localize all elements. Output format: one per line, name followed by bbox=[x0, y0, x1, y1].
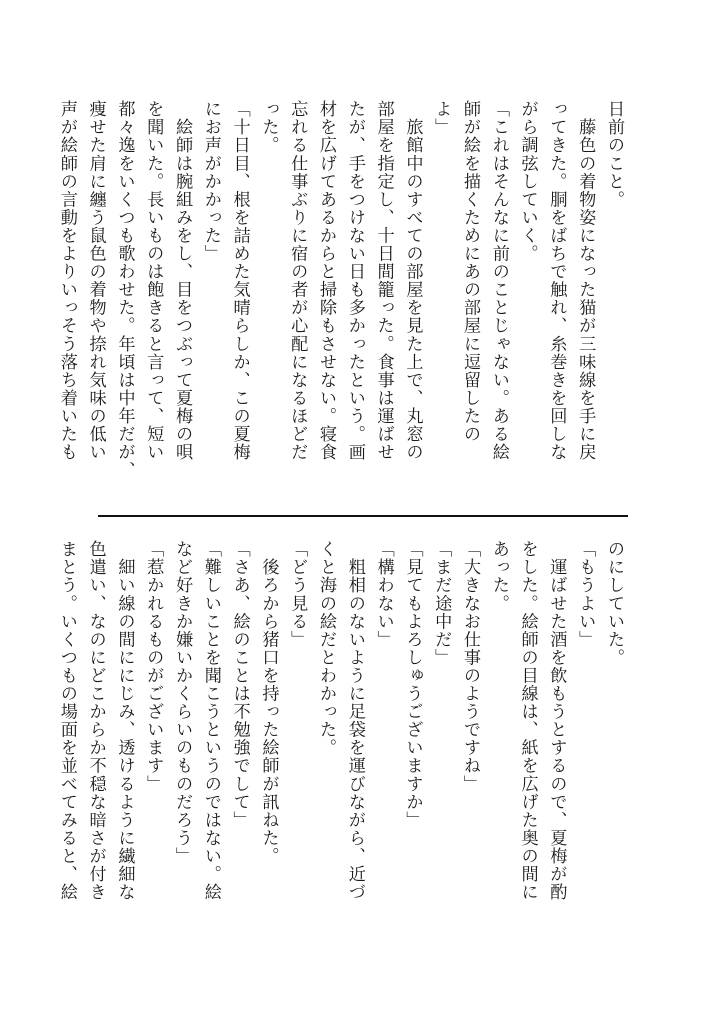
top-text-block bbox=[56, 100, 628, 502]
text-column: のにしていた。 bbox=[604, 540, 624, 667]
text-column: 運ばせた酒を飲もうとするので、夏梅が酌 bbox=[546, 540, 567, 901]
text-column: 「どう見る」 bbox=[287, 540, 308, 649]
text-column: 痩せた肩に纏う鼠色の着物や捺れ気味の低い bbox=[85, 100, 106, 461]
text-column: 色遣い、なのにどこからか不穏な暗さが付き bbox=[85, 540, 106, 901]
text-column: 細い線の間ににじみ、透けるように繊細な bbox=[114, 540, 135, 901]
text-column: 粗相のないように足袋を運びながら、近づ bbox=[344, 540, 365, 901]
text-column: 「もうよい」 bbox=[575, 540, 596, 649]
text-column: 「十日目、根を詰めた気晴らしか、この夏梅 bbox=[229, 100, 250, 461]
text-column: くと海の絵だとわかった。 bbox=[316, 540, 337, 757]
text-column: よ」 bbox=[431, 100, 452, 137]
text-column: 師が絵を描くためにあの部屋に逗留したの bbox=[460, 100, 481, 443]
text-column: 後ろから猪口を持った絵師が訊ねた。 bbox=[258, 540, 279, 865]
text-column: 都々逸をいくつも歌わせた。年頃は中年だが、 bbox=[114, 100, 135, 480]
text-column: 材を広げてあるからと掃除もさせない。寝食 bbox=[316, 100, 337, 461]
text-column: 「見てもよろしゅうございますか」 bbox=[402, 540, 423, 829]
text-column: 絵師は腕組みをし、目をつぶって夏梅の唄 bbox=[172, 100, 193, 461]
text-column: まとう。いくつもの場面を並べてみると、絵 bbox=[56, 540, 77, 901]
text-column: あった。 bbox=[488, 540, 509, 613]
text-column: 旅館中のすべての部屋を見た上で、丸窓の bbox=[402, 100, 423, 461]
text-column: がら調弦していく。 bbox=[517, 100, 538, 263]
text-column: 「難しいことを聞こうというのではない。絵 bbox=[200, 540, 221, 901]
text-column: をした。絵師の目線は、紙を広げた奥の間に bbox=[517, 540, 538, 901]
text-column: にお声がかかった」 bbox=[200, 100, 221, 263]
text-column: 日前のこと。 bbox=[604, 100, 624, 209]
text-column: を聞いた。長いものは飽きると言って、短い bbox=[143, 100, 164, 461]
text-column: 部屋を指定し、十日間籠った。食事は運ばせ bbox=[373, 100, 394, 461]
text-column: 声が絵師の言動をよりいっそう落ち着いたも bbox=[56, 100, 77, 461]
text-column: 「大きなお仕事のようですね」 bbox=[460, 540, 481, 793]
text-column: 藤色の着物姿になった猫が三味線を手に戻 bbox=[575, 100, 596, 461]
text-column: 「これはそんなに前のことじゃない。ある絵 bbox=[488, 100, 509, 461]
text-column: 「まだ途中だ」 bbox=[431, 540, 452, 667]
text-column: った。 bbox=[258, 100, 279, 155]
bottom-text-block bbox=[56, 540, 628, 950]
text-column: たが、手をつけない日も多かったという。画 bbox=[344, 100, 365, 461]
text-column: 「さあ、絵のことは不勉強でして」 bbox=[229, 540, 250, 829]
text-column: 「惹かれるものがございます」 bbox=[143, 540, 164, 793]
text-column: ってきた。胴をばちで触れ、糸巻きを回しな bbox=[546, 100, 567, 461]
text-column: 「構わない」 bbox=[373, 540, 394, 649]
text-column: など好きか嫌いかくらいのものだろう」 bbox=[172, 540, 193, 865]
text-column: 忘れる仕事ぶりに宿の者が心配になるほどだ bbox=[287, 100, 308, 461]
section-divider bbox=[98, 515, 628, 517]
